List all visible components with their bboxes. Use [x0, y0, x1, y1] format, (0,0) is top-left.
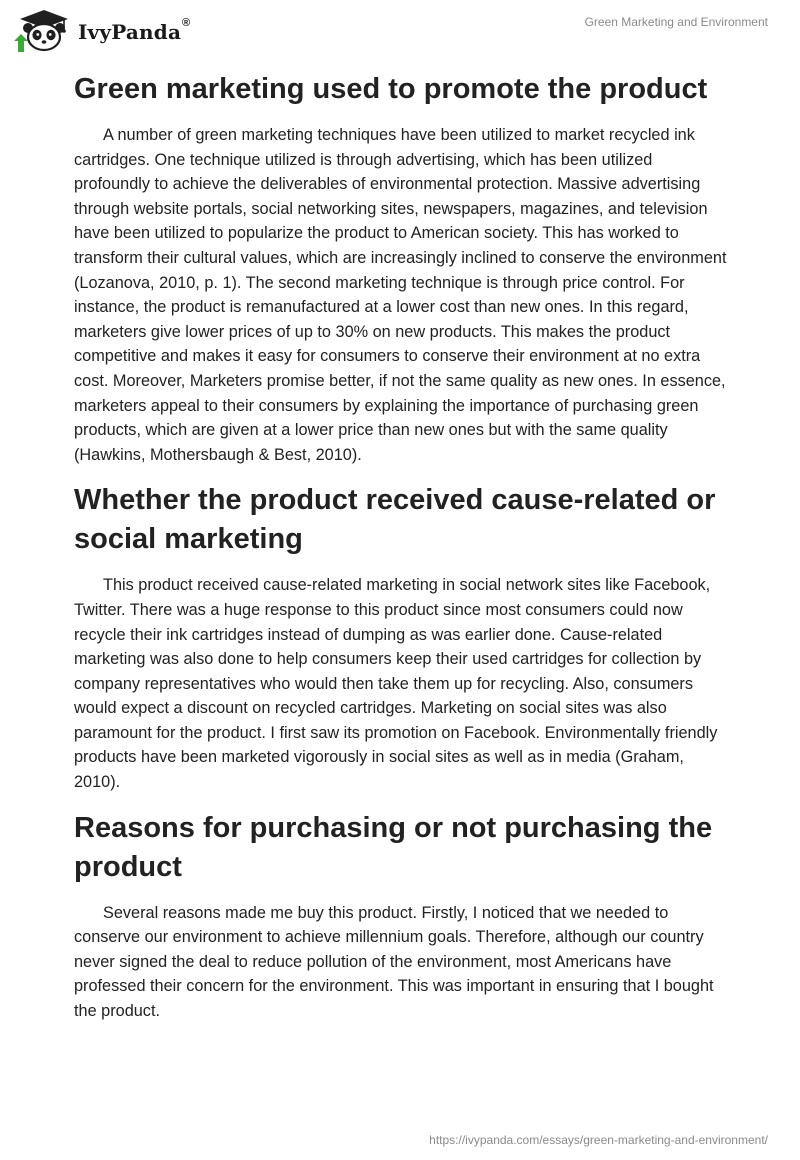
section-heading: Green marketing used to promote the product [74, 73, 708, 105]
section-heading: Reasons for purchasing or not purchasing the product [74, 811, 713, 883]
section-green-marketing [74, 70, 730, 467]
registered-mark: ® [182, 17, 191, 29]
section-cause-related-marketing [74, 481, 730, 794]
ivypanda-logo[interactable] [14, 8, 204, 54]
brand-name: IvyPanda [78, 20, 182, 44]
section-paragraph: A number of green marketing techniques have been utilized to market recycled ink cartridges. One technique utilized is through advertising, which has been utilized profoundly to achieve the deliverables of environmental protection. Massive advertising through website portals, social networking sites, newspapers, magazines, and television have been utilized to popularize the product to American society. This has worked to transform their cultural values, which are increasingly inclined to conserve the environment (Lozanova, 2010, p. 1). The second marketing technique is through price control. For instance, the product is remanufactured at a lower cost than new ones. In this regard, marketers give lower prices of up to 30% on new products. This makes the product competitive and makes it easy for consumers to conserve their environment at no extra cost. Moreover, Marketers promise better, if not the same quality as new ones. In essence, marketers appeal to their consumers by explaining the importance of purchasing green products, which are given at a lower price than new ones but with the same quality (Hawkins, Mothersbaugh & Best, 2010). [74, 126, 727, 464]
source-url-link[interactable]: https://ivypanda.com/essays/green-marketing-and-environment/ [429, 1133, 768, 1147]
document-title: Green Marketing and Environment [584, 15, 768, 29]
article-body [74, 70, 730, 1038]
section-purchase-reasons [74, 809, 730, 1024]
section-paragraph: Several reasons made me buy this product. Firstly, I noticed that we needed to conserve our environment to achieve millennium goals. Therefore, although our country never signed the deal to reduce pollution of the environment, most Americans have professed their concern for the environment. This was important in ensuring that I bought the product. [74, 903, 714, 1021]
page-header [0, 0, 800, 60]
section-paragraph: This product received cause-related marketing in social network sites like Facebook, Twitter. There was a huge response to this product since most consumers could now recycle their ink cartridges instead of dumping as was earlier done. Cause-related marketing was also done to help consumers keep their used cartridges for collection by company representatives who would then take them up for recycling. Also, consumers would expect a discount on recycled cartridges. Marketing on social sites was also paramount for the product. I first saw its promotion on Facebook. Environmentally friendly products have been marketed vigorously in social sites as well as in media (Graham, 2010). [74, 576, 718, 792]
section-heading: Whether the product received cause-related or social marketing [74, 484, 716, 556]
panda-graduate-icon [14, 8, 76, 54]
